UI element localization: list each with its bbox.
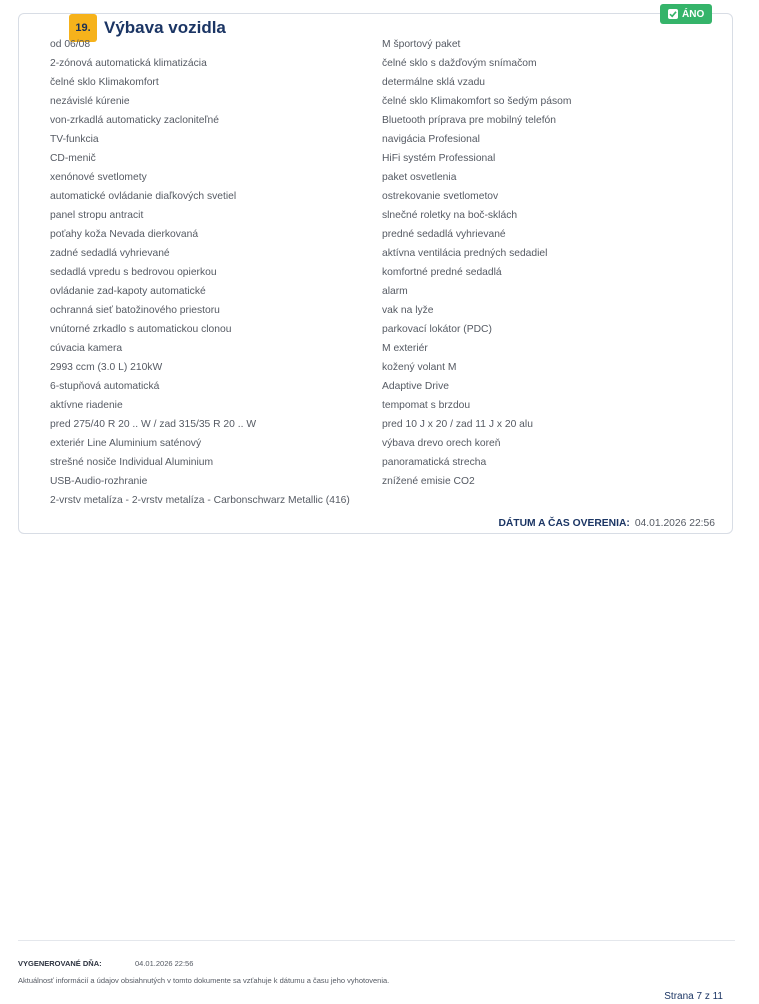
status-label: ÁNO bbox=[682, 8, 705, 20]
feature-item: sedadlá vpredu s bedrovou opierkou bbox=[50, 267, 217, 278]
disclaimer: Aktuálnosť informácií a údajov obsiahnutých v tomto dokumente sa vzťahuje k dátumu a času jeho vyhotovenia. bbox=[18, 976, 390, 985]
feature-item: 2993 ccm (3.0 L) 210kW bbox=[50, 362, 163, 373]
feature-item: čelné sklo Klimakomfort bbox=[50, 77, 159, 88]
feature-item: znížené emisie CO2 bbox=[382, 476, 475, 487]
section-title: Výbava vozidla bbox=[104, 18, 226, 37]
status-badge bbox=[660, 4, 712, 24]
feature-item: xenónové svetlomety bbox=[50, 172, 147, 183]
feature-item: strešné nosiče Individual Aluminium bbox=[50, 457, 214, 468]
page-number: Strana 7 z 11 bbox=[664, 991, 723, 1002]
feature-item: aktívne riadenie bbox=[50, 400, 123, 411]
feature-item: cúvacia kamera bbox=[50, 343, 123, 354]
feature-item: Adaptive Drive bbox=[382, 381, 449, 392]
feature-item: kožený volant M bbox=[382, 362, 457, 373]
feature-item: komfortné predné sedadlá bbox=[382, 267, 502, 278]
section-number-badge: 19. bbox=[69, 14, 97, 42]
feature-item: parkovací lokátor (PDC) bbox=[382, 324, 492, 335]
features-right-column bbox=[382, 35, 571, 491]
feature-item: vak na lyže bbox=[382, 305, 434, 316]
feature-item: čelné sklo Klimakomfort so šedým pásom bbox=[382, 96, 572, 107]
feature-item: slnečné roletky na boč-sklách bbox=[382, 210, 518, 221]
feature-item: USB-Audio-rozhranie bbox=[50, 476, 148, 487]
generated-value: 04.01.2026 22:56 bbox=[135, 959, 194, 968]
feature-item: predné sedadlá vyhrievané bbox=[382, 229, 506, 240]
feature-item: od 06/08 bbox=[50, 39, 91, 50]
feature-item: ochranná sieť batožinového priestoru bbox=[50, 305, 220, 316]
feature-item: 2-vrstv metalíza - 2-vrstv metalíza - Carbonschwarz Metallic (416) bbox=[50, 495, 350, 506]
feature-item: poťahy koža Nevada dierkovaná bbox=[50, 229, 199, 240]
feature-item: aktívna ventilácia predných sedadiel bbox=[382, 248, 548, 259]
verification-label: DÁTUM A ČAS OVERENIA: bbox=[498, 518, 630, 529]
feature-item: paket osvetlenia bbox=[382, 172, 457, 183]
feature-item: ovládanie zad-kapoty automatické bbox=[50, 286, 206, 297]
feature-item: alarm bbox=[382, 286, 408, 297]
checkbox-checked-icon bbox=[668, 9, 678, 19]
feature-item: pred 275/40 R 20 .. W / zad 315/35 R 20 .. W bbox=[50, 419, 257, 430]
footer-divider bbox=[18, 940, 735, 941]
feature-item: panel stropu antracit bbox=[50, 210, 144, 221]
feature-item: zadné sedadlá vyhrievané bbox=[50, 248, 170, 259]
feature-item: von-zrkadlá automaticky zacloniteľné bbox=[50, 115, 219, 126]
feature-item: čelné sklo s dažďovým snímačom bbox=[382, 58, 537, 69]
feature-item: navigácia Profesional bbox=[382, 134, 480, 145]
feature-item: panoramatická strecha bbox=[382, 457, 487, 468]
feature-item: 2-zónová automatická klimatizácia bbox=[50, 58, 207, 69]
feature-item: TV-funkcia bbox=[50, 134, 99, 145]
feature-item: CD-menič bbox=[50, 153, 96, 164]
feature-item: Bluetooth príprava pre mobilný telefón bbox=[382, 115, 557, 126]
feature-item: pred 10 J x 20 / zad 11 J x 20 alu bbox=[382, 419, 533, 430]
generated-row bbox=[18, 959, 193, 968]
verification-value: 04.01.2026 22:56 bbox=[634, 518, 715, 529]
feature-item: exteriér Line Aluminium saténový bbox=[50, 438, 202, 449]
feature-item: nezávislé kúrenie bbox=[50, 96, 130, 107]
feature-item: 6-stupňová automatická bbox=[50, 381, 160, 392]
feature-item: HiFi systém Professional bbox=[382, 153, 496, 164]
feature-item: ostrekovanie svetlometov bbox=[382, 191, 499, 202]
feature-item: automatické ovládanie diaľkových svetiel bbox=[50, 191, 237, 202]
generated-label: VYGENEROVANÉ DŇA: bbox=[18, 959, 102, 968]
features-left-column bbox=[50, 35, 350, 510]
verification-row bbox=[498, 518, 715, 529]
feature-item: M športový paket bbox=[382, 39, 461, 50]
feature-item: determálne sklá vzadu bbox=[382, 77, 486, 88]
feature-item: vnútorné zrkadlo s automatickou clonou bbox=[50, 324, 232, 335]
feature-item: M exteriér bbox=[382, 343, 428, 354]
feature-item: výbava drevo orech koreň bbox=[382, 438, 501, 449]
feature-item: tempomat s brzdou bbox=[382, 400, 471, 411]
